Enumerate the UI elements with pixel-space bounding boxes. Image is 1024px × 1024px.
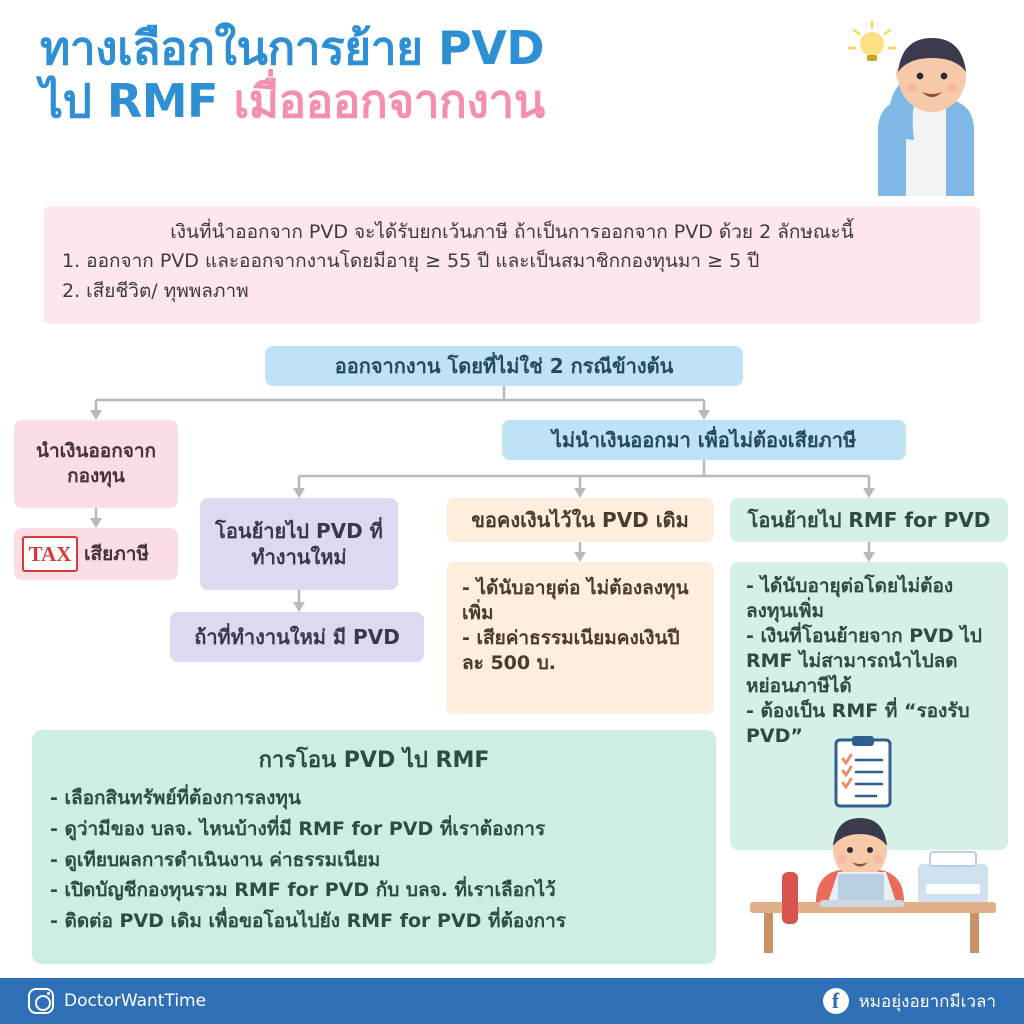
note-line-2: 1. ออกจาก PVD และออกจากงานโดยมีอายุ ≥ 55 ปี และเป็นสมาชิกกองทุนมา ≥ 5 ปี (62, 250, 760, 273)
rmf-detail-2: - เงินที่โอนย้ายจาก PVD ไป RMF ไม่สามารถนำไปลดหย่อนภาษีได้ (746, 625, 982, 698)
flow-node-if-new-job-has-pvd: ถ้าที่ทำงานใหม่ มี PVD (170, 612, 424, 662)
title-line-2-blue: ไป RMF (40, 73, 234, 128)
tax-exemption-note (44, 206, 980, 324)
note-line-3: 2. เสียชีวิต/ ทุพพลภาพ (62, 279, 249, 302)
footer-bar (0, 978, 1024, 1024)
flow-node-transfer-new-pvd: โอนย้ายไป PVD ที่ทำงานใหม่ (200, 498, 398, 590)
facebook-icon: f (823, 988, 849, 1014)
keep-detail-1: - ได้นับอายุต่อ ไม่ต้องลงทุนเพิ่ม (462, 577, 689, 625)
howto-item: - ติดต่อ PVD เดิม เพื่อขอโอนไปยัง RMF for PVD ที่ต้องการ (50, 910, 566, 933)
facebook-handle: หมอยุ่งอยากมีเวลา (858, 991, 996, 1012)
keep-detail-2: - เสียค่าธรรมเนียมคงเงินปีละ 500 บ. (462, 627, 680, 675)
rmf-detail-1: - ได้นับอายุต่อโดยไม่ต้องลงทุนเพิ่ม (746, 575, 954, 623)
page-title (40, 22, 870, 128)
rmf-detail-3: - ต้องเป็น RMF ที่ “รองรับ PVD” (746, 700, 970, 748)
flow-node-transfer-rmf: โอนย้ายไป RMF for PVD (730, 498, 1008, 542)
mascot-pointing-icon (844, 18, 1004, 198)
tax-icon: TAX (22, 536, 78, 572)
footer-facebook[interactable] (512, 988, 1024, 1015)
instagram-icon (28, 988, 54, 1014)
flow-node-exit-job: ออกจากงาน โดยที่ไม่ใช่ 2 กรณีข้างต้น (265, 346, 743, 386)
flow-node-no-withdraw: ไม่นำเงินออกมา เพื่อไม่ต้องเสียภาษี (502, 420, 906, 460)
howto-item: - เลือกสินทรัพย์ที่ต้องการลงทุน (50, 787, 301, 809)
howto-panel (32, 730, 716, 964)
howto-item: - เปิดบัญชีกองทุนรวม RMF for PVD กับ บลจ. ที่เราเลือกไว้ (50, 879, 556, 902)
note-line-1: เงินที่นำออกจาก PVD จะได้รับยกเว้นภาษี ถ้าเป็นการออกจาก PVD ด้วย 2 ลักษณะนี้ (170, 221, 854, 243)
howto-title: การโอน PVD ไป RMF (258, 748, 490, 773)
footer-instagram[interactable] (0, 988, 512, 1014)
instagram-handle: DoctorWantTime (64, 991, 207, 1011)
howto-item: - ดูว่ามีของ บลจ. ไหนบ้างที่มี RMF for PVD ที่เราต้องการ (50, 817, 546, 840)
flow-node-keep-in-pvd: ขอคงเงินไว้ใน PVD เดิม (446, 498, 714, 542)
flow-node-tax (14, 528, 178, 580)
mascot-at-desk-icon (720, 780, 1010, 960)
flow-node-keep-details (446, 562, 714, 714)
tax-label: เสียภาษี (84, 543, 149, 565)
flow-node-withdraw: นำเงินออกจากกองทุน (14, 420, 178, 508)
title-line-1: ทางเลือกในการย้าย PVD (40, 21, 545, 75)
howto-item: - ดูเทียบผลการดำเนินงาน ค่าธรรมเนียม (50, 848, 381, 871)
title-line-2 (40, 75, 870, 128)
title-line-2-pink: เมื่อออกจากงาน (233, 73, 545, 128)
